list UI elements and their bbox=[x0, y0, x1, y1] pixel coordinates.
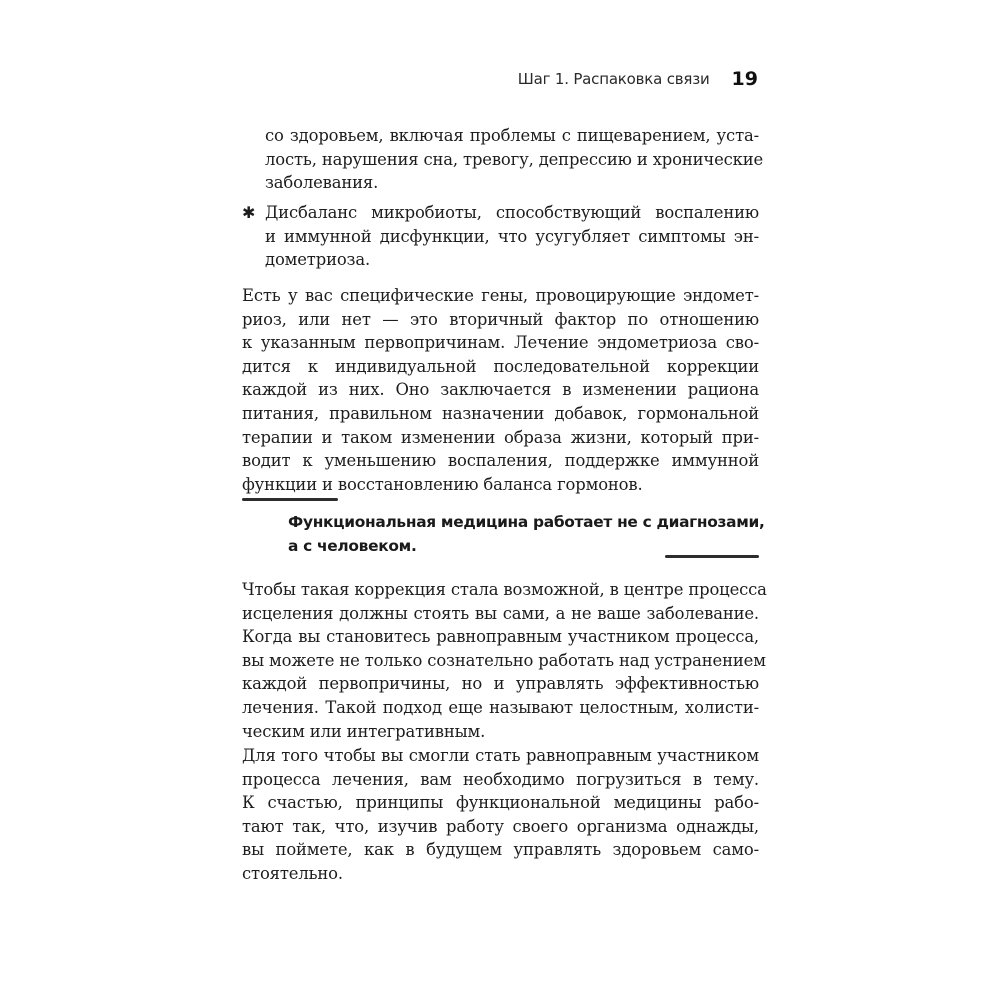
text-line: каждой из них. Оно заключается в изменении рациона bbox=[242, 380, 759, 400]
text-line: со здоровьем, включая проблемы с пищеварением, уста- bbox=[265, 126, 759, 145]
paragraph bbox=[242, 744, 759, 886]
text-line: Когда вы становитесь равноправным участником процесса, bbox=[242, 627, 759, 647]
text-line: Дисбаланс микробиоты, способствующий воспалению bbox=[265, 203, 759, 222]
text-line: заболевания. bbox=[265, 173, 379, 193]
continued-bullet-text bbox=[265, 124, 764, 195]
chapter-title: Шаг 1. Распаковка связи bbox=[517, 70, 710, 88]
bullet-text bbox=[265, 201, 759, 272]
paragraph bbox=[242, 284, 759, 496]
text-line: к указанным первопричинам. Лечение эндометриоза сво- bbox=[242, 333, 759, 353]
quote-top-rule bbox=[242, 498, 338, 501]
quote-text bbox=[288, 510, 765, 558]
text-line: и иммунной дисфункции, что усугубляет симптомы эн- bbox=[265, 226, 759, 246]
text-line: функции и восстановлению баланса гормонов. bbox=[242, 474, 643, 494]
running-head bbox=[518, 64, 758, 94]
text-line: питания, правильном назначении добавок, гормональной bbox=[242, 403, 759, 423]
text-line: риоз, или нет — это вторичный фактор по отношению bbox=[242, 309, 759, 329]
text-line: ческим или интегративным. bbox=[242, 721, 486, 741]
page-number: 19 bbox=[731, 68, 758, 90]
quote-bottom-rule bbox=[665, 555, 759, 558]
paragraph bbox=[242, 578, 767, 743]
text-line: Функциональная медицина работает не с диагнозами, bbox=[288, 513, 765, 531]
text-line: К счастью, принципы функциональной медицины рабо- bbox=[242, 793, 759, 813]
text-line: а с человеком. bbox=[288, 537, 417, 555]
text-line: тают так, что, изучив работу своего организма однажды, bbox=[242, 816, 759, 836]
text-line: терапии и таком изменении образа жизни, который при- bbox=[242, 427, 759, 447]
text-line: стоятельно. bbox=[242, 863, 343, 883]
text-line: исцеления должны стоять вы сами, а не ваше заболевание. bbox=[242, 603, 759, 623]
text-line: вы можете не только сознательно работать над устранением bbox=[242, 650, 766, 670]
text-line: лость, нарушения сна, тревогу, депрессию и хронические bbox=[265, 149, 764, 169]
text-line: водит к уменьшению воспаления, поддержке иммунной bbox=[242, 451, 759, 471]
text-line: Есть у вас специфические гены, провоцирующие эндомет- bbox=[242, 286, 759, 305]
text-line: каждой первопричины, но и управлять эффективностью bbox=[242, 674, 759, 694]
pull-quote bbox=[242, 498, 765, 564]
text-line: лечения. Такой подход еще называют целостным, холисти- bbox=[242, 697, 759, 717]
text-line: дометриоза. bbox=[265, 250, 371, 270]
asterisk-bullet-icon: ✱ bbox=[242, 203, 256, 222]
text-line: процесса лечения, вам необходимо погрузиться в тему. bbox=[242, 769, 759, 789]
text-line: вы поймете, как в будущем управлять здоровьем само- bbox=[242, 840, 759, 860]
text-line: дится к индивидуальной последовательной коррекции bbox=[242, 356, 759, 376]
text-line: Чтобы такая коррекция стала возможной, в центре процесса bbox=[242, 580, 767, 599]
text-line: Для того чтобы вы смогли стать равноправным участником bbox=[242, 746, 759, 765]
